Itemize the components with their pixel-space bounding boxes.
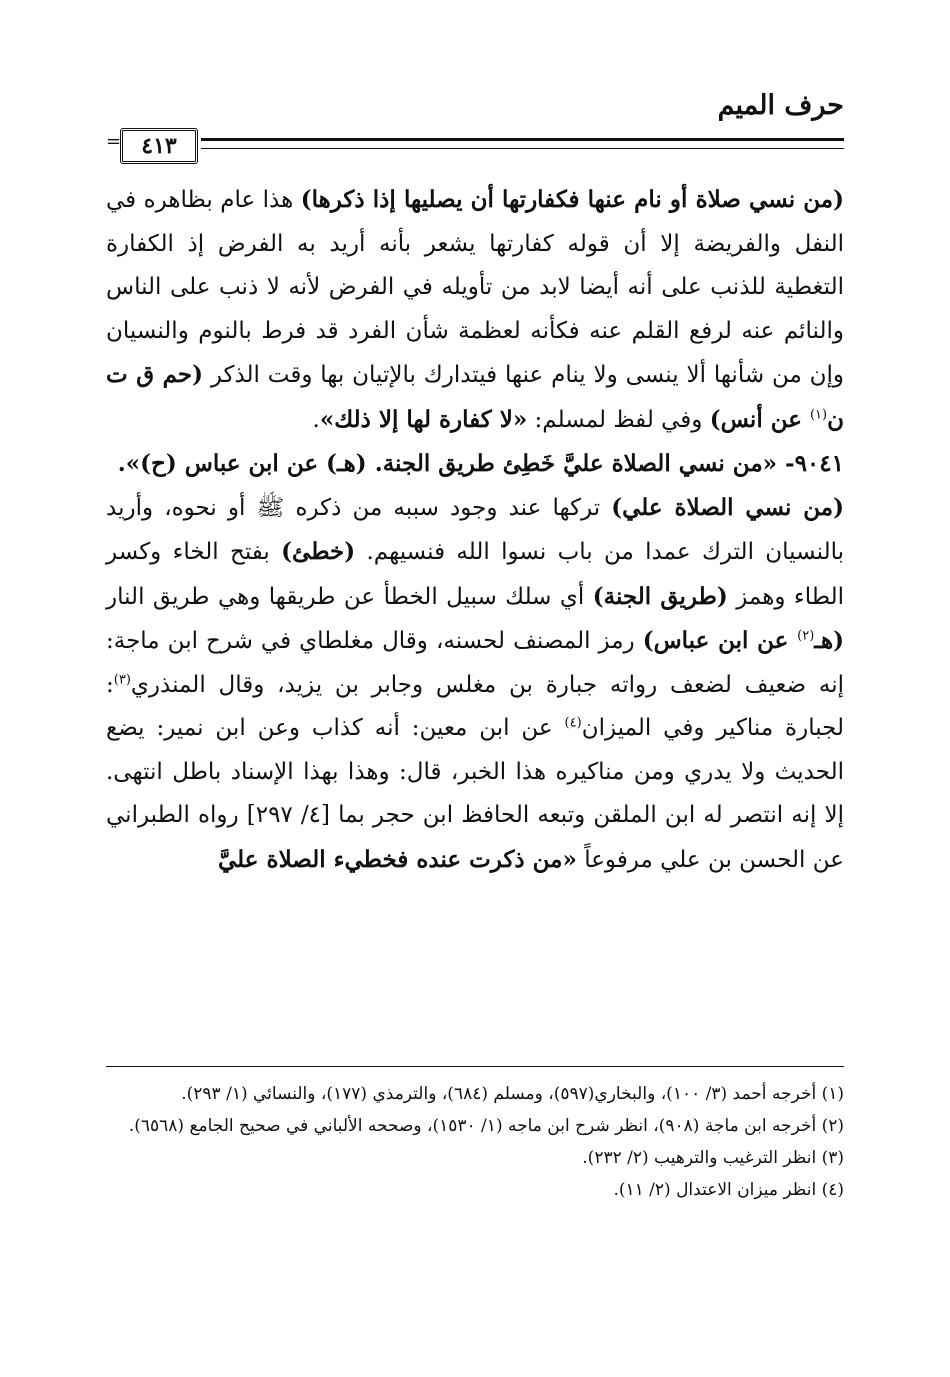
running-title: حرف الميم	[717, 90, 844, 121]
header-rule	[106, 128, 844, 162]
footnote-2: (٢) أخرجه ابن ماجة (٩٠٨)، انظر شرح ابن ماجه (١/ ١٥٣٠)، وصححه الألباني في صحيح الجامع (٦٥٦٨).	[128, 1116, 844, 1136]
equals-mark: =	[106, 131, 122, 152]
footnote-1: (١) أخرجه أحمد (٣/ ١٠٠)، والبخاري(٥٩٧)، ومسلم (٦٨٤)، والترمذي (١٧٧)، والنسائي (١/ ٢٩٣).	[181, 1084, 844, 1104]
footnote-ref-3[interactable]: (٣)	[113, 671, 131, 687]
commentary-text: بفتح الخاء وكسر الطاء وهمز	[106, 539, 845, 610]
muslim-wording: «لا كفارة لها إلا ذلك»	[319, 405, 528, 433]
narrator-ref: عن أنس)	[709, 405, 810, 433]
source-ref: (حم ق ت ن	[106, 361, 844, 433]
hadith-phrase: (خطئ)	[281, 538, 356, 565]
commentary-text: تركها عند وجود سببه من ذكره ﷺ أو نحوه، وأريد بالنسيان الترك عمدا من باب نسوا الله فنسيهم.	[106, 494, 844, 565]
paragraph-commentary-1	[106, 178, 844, 442]
footnote-separator	[106, 1066, 844, 1067]
footnote-4: (٤) انظر ميزان الاعتدال (٢/ ١١).	[613, 1180, 844, 1200]
footnotes	[106, 1080, 844, 1208]
footnote-ref-2[interactable]: (٢)	[797, 628, 815, 644]
punctuation: .	[312, 406, 320, 433]
double-rule-line	[201, 138, 844, 149]
commentary-text: هذا عام بظاهره في النفل والفريضة إلا أن قوله كفارتها يشعر بأنه أريد به الفرض إذ الكفارة التغطية للذنب على أنه أيضا لابد من تأويله في الفرض لأنه لا ذنب على الناس والنائم عنه لرفع القلم عنه فكأنه لعظمة شأن الفرد قد فرط بالنوم والنسيان وإن من شأنها ألا ينسى ولا ينام عنها فيتدارك بالإتيان بها وقت الذكر	[106, 187, 845, 388]
page-number: ٤١٣	[141, 133, 177, 159]
commentary-text: رمز المصنف لحسنه، وقال مغلطاي في شرح ابن ماجة: إنه ضعيف لضعف رواته جبارة بن مغلس وجابر بن يزيد، وقال المنذري	[106, 628, 844, 698]
commentary-text: : لجبارة مناكير وفي الميزان	[106, 671, 845, 741]
hadith-quote: (من نسي صلاة أو نام عنها فكفارتها أن يصليها إذا ذكرها)	[300, 186, 844, 213]
footnote-ref-4[interactable]: (٤)	[564, 715, 582, 731]
source-ref: (هـ	[814, 627, 845, 654]
hadith-phrase: (طريق الجنة)	[592, 582, 728, 610]
commentary-text: أي سلك سبيل الخطأ عن طريقها وهي طريق النار	[106, 583, 593, 610]
commentary-text: عن ابن معين: أنه كذاب وعن ابن نمير: يضع الحديث ولا يدري ومن مناكيره هذا الخبر، قال: وهذا بهذا الإسناد باطل انتهى. إلا إنه انتصر له ابن الملقن وتبعه الحافظ ابن حجر بما [٤/ ٢٩٧] رواه الطبراني عن الحسن بن علي مرفوعاً	[106, 715, 845, 873]
hadith-entry-9041: ٩٠٤١- «من نسي الصلاة عليَّ خَطِئ طريق الجنة. (هـ) عن ابن عباس (ح)».	[117, 450, 844, 477]
paragraph-commentary-2	[106, 486, 844, 883]
narrator-ref: عن ابن عباس)	[642, 627, 798, 654]
commentary-text: وفي لفظ لمسلم:	[527, 406, 710, 433]
page-number-box	[120, 128, 198, 164]
main-text	[106, 178, 844, 882]
footnote-3: (٣) انظر الترغيب والترهيب (٢/ ٢٣٢).	[582, 1148, 844, 1168]
hadith-phrase: (من نسي الصلاة علي)	[611, 493, 844, 521]
footnote-ref-1[interactable]: (١)	[809, 406, 828, 422]
hadith-quote: «من ذكرت عنده فخطيء الصلاة عليَّ	[218, 845, 577, 873]
